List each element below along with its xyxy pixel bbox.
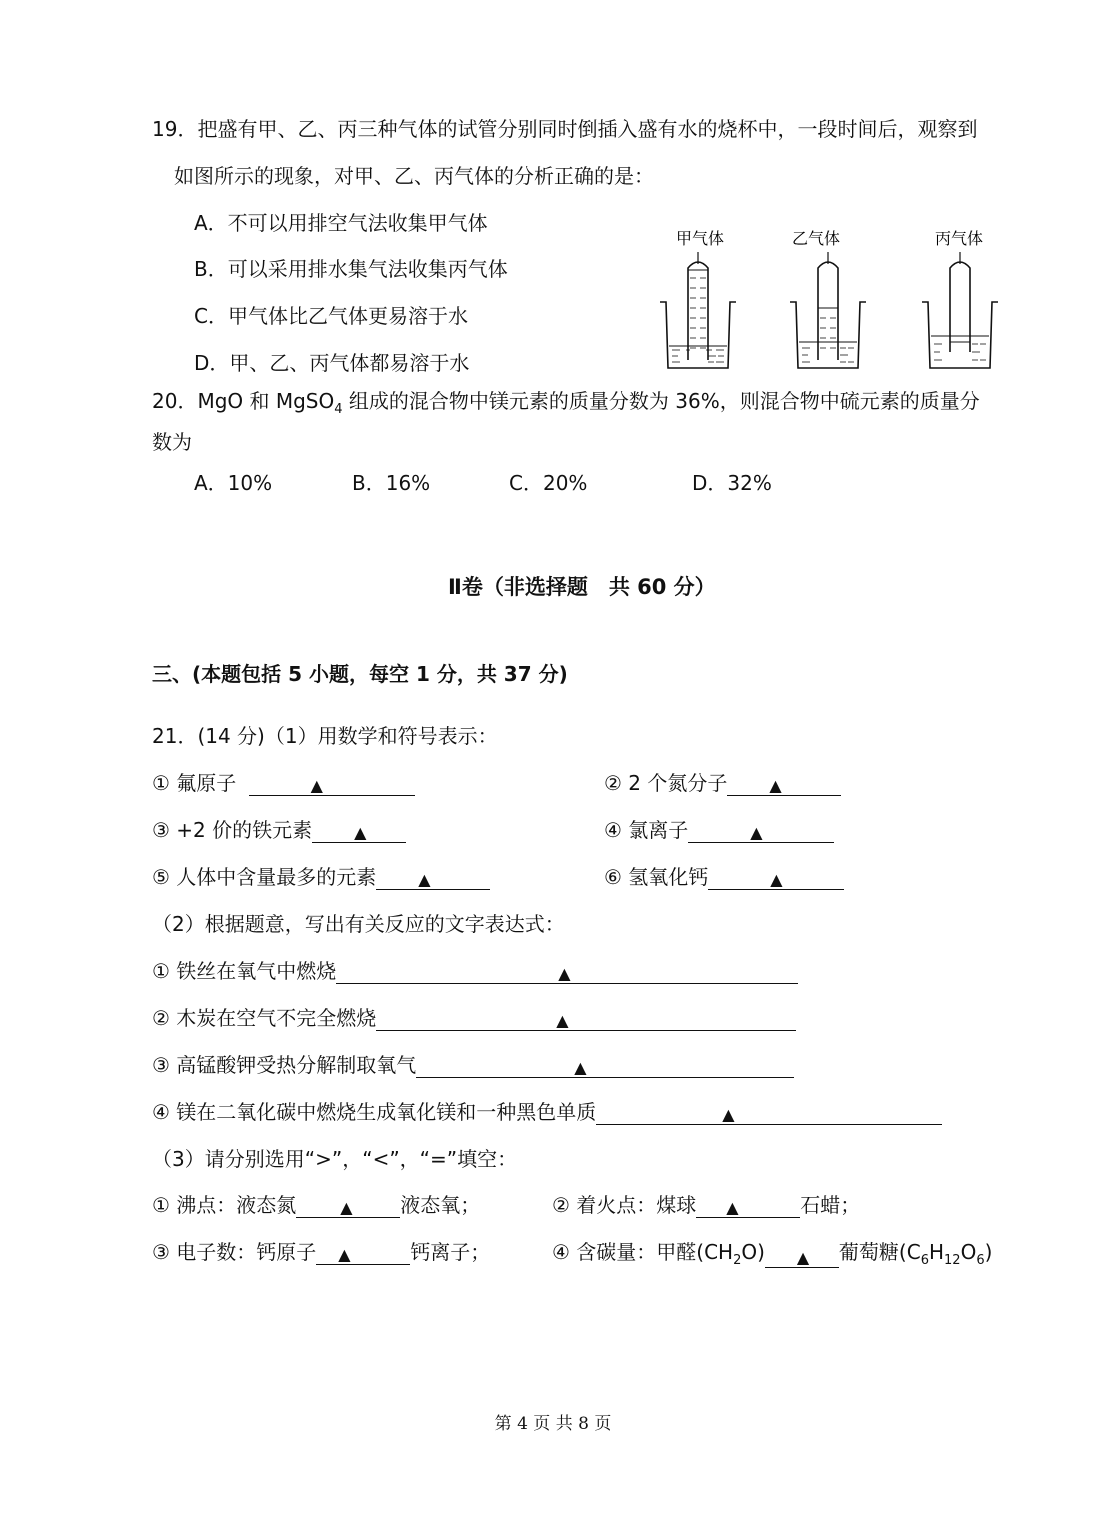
q21-3-item4-label-b: O) (741, 1240, 765, 1264)
marker-triangle-icon: ▲ (310, 776, 323, 795)
answer-blank[interactable] (727, 773, 841, 796)
q21-1-item4 (604, 814, 834, 843)
answer-blank[interactable] (336, 961, 798, 984)
q21-3-item3-label: ③ 电子数：钙原子 (152, 1240, 317, 1264)
marker-triangle-icon: ▲ (722, 1105, 735, 1124)
q20-option-d: D．32% (692, 471, 772, 495)
marker-triangle-icon: ▲ (750, 823, 763, 842)
gas-tubes-figure (650, 222, 1010, 372)
subscript: 6 (920, 1253, 929, 1268)
q19-option-d: D．甲、乙、丙气体都易溶于水 (194, 351, 470, 375)
answer-blank[interactable] (376, 867, 490, 890)
q21-2-item3 (152, 1049, 794, 1078)
q20-option-c: C．20% (509, 471, 588, 495)
answer-blank[interactable] (249, 773, 415, 796)
marker-triangle-icon: ▲ (796, 1248, 810, 1267)
q21-2-item4 (152, 1096, 942, 1125)
answer-blank[interactable] (296, 1195, 400, 1218)
q21-3-item4-tail-b: H (928, 1240, 945, 1264)
part3-title: 三、(本题包括 5 小题，每空 1 分，共 37 分) (152, 662, 568, 686)
q20-stem-line2: 数为 (152, 430, 192, 454)
q21-1-item5 (152, 861, 490, 890)
answer-blank[interactable] (312, 820, 406, 843)
q21-3-item4 (552, 1236, 992, 1268)
q19-option-b: B．可以采用排水集气法收集丙气体 (194, 257, 508, 281)
q21-2-item3-label: ③ 高锰酸钾受热分解制取氧气 (152, 1053, 417, 1077)
q20-option-a: A．10% (194, 471, 273, 495)
marker-triangle-icon: ▲ (726, 1198, 739, 1217)
q21-3-item1 (152, 1189, 480, 1218)
marker-triangle-icon: ▲ (354, 823, 367, 842)
q21-head2: （2）根据题意，写出有关反应的文字表达式： (152, 912, 565, 936)
answer-blank[interactable] (316, 1242, 410, 1265)
q21-3-item3-tail: 钙离子； (410, 1240, 491, 1264)
subscript: 12 (944, 1253, 961, 1268)
page-footer: 第 4 页 共 8 页 (494, 1414, 612, 1434)
q20-number: 20． (152, 389, 198, 413)
q21-1-item4-label: ④ 氯离子 (604, 818, 689, 842)
q21-1-item1 (152, 767, 415, 796)
beaker-yi (790, 252, 866, 368)
q20-stem-a: MgO 和 MgSO (197, 389, 335, 413)
q21-1-item2-label: ② 2 个氮分子 (604, 771, 728, 795)
label-bing: 丙气体 (935, 229, 984, 248)
q21-3-item2 (552, 1189, 860, 1218)
label-yi: 乙气体 (792, 229, 841, 248)
q19-option-c: C．甲气体比乙气体更易溶于水 (194, 304, 468, 328)
q21-1-item5-label: ⑤ 人体中含量最多的元素 (152, 865, 377, 889)
marker-triangle-icon: ▲ (574, 1058, 587, 1077)
label-jia: 甲气体 (676, 229, 725, 248)
q21-3-item2-label: ② 着火点：煤球 (552, 1193, 697, 1217)
section2-title: Ⅱ卷（非选择题 共 60 分） (448, 575, 716, 599)
q21-3-item4-tail-c: O (960, 1240, 977, 1264)
q21-2-item2-label: ② 木炭在空气不完全燃烧 (152, 1006, 377, 1030)
q21-3-item3 (152, 1236, 490, 1265)
marker-triangle-icon: ▲ (770, 870, 783, 889)
answer-blank[interactable] (596, 1102, 942, 1125)
q20-option-b: B．16% (352, 471, 431, 495)
q21-head: 21．(14 分)（1）用数学和符号表示： (152, 724, 498, 748)
beaker-bing (922, 252, 998, 368)
q21-2-item4-label: ④ 镁在二氧化碳中燃烧生成氧化镁和一种黑色单质 (152, 1100, 597, 1124)
beaker-jia (660, 252, 736, 368)
q21-3-item4-label-a: ④ 含碳量：甲醛(CH (552, 1240, 734, 1264)
marker-triangle-icon: ▲ (340, 1198, 353, 1217)
q21-3-item4-tail-d: ) (984, 1240, 993, 1264)
marker-triangle-icon: ▲ (556, 1011, 569, 1030)
q21-2-item1 (152, 955, 798, 984)
q20-stem-sub: 4 (334, 402, 343, 417)
q21-1-item1-label: ① 氟原子 (152, 771, 237, 795)
answer-blank[interactable] (696, 1195, 800, 1218)
q21-3-item1-tail: 液态氧； (400, 1193, 481, 1217)
marker-triangle-icon: ▲ (558, 964, 571, 983)
q19-option-a: A．不可以用排空气法收集甲气体 (194, 211, 488, 235)
q21-1-item3 (152, 814, 406, 843)
answer-blank[interactable] (376, 1008, 796, 1031)
answer-blank[interactable] (708, 867, 844, 890)
marker-triangle-icon: ▲ (418, 870, 431, 889)
marker-triangle-icon: ▲ (769, 776, 782, 795)
q21-1-item3-label: ③ +2 价的铁元素 (152, 818, 313, 842)
q19-stem-line1: 19．把盛有甲、乙、丙三种气体的试管分别同时倒插入盛有水的烧杯中，一段时间后，观察到 (152, 117, 978, 141)
q21-1-item2 (604, 767, 841, 796)
answer-blank[interactable] (765, 1245, 839, 1268)
q21-3-item4-tail-a: 葡萄糖(C (838, 1240, 921, 1264)
answer-blank[interactable] (688, 820, 834, 843)
subscript: 2 (733, 1253, 742, 1268)
q20-stem-line1 (152, 385, 980, 417)
q21-1-item6 (604, 861, 844, 890)
q21-2-item1-label: ① 铁丝在氧气中燃烧 (152, 959, 337, 983)
q21-3-item1-label: ① 沸点：液态氮 (152, 1193, 297, 1217)
subscript: 6 (976, 1253, 985, 1268)
marker-triangle-icon: ▲ (338, 1245, 351, 1264)
q21-head3: （3）请分别选用“>”，“<”，“=”填空： (152, 1147, 518, 1171)
q21-1-item6-label: ⑥ 氢氧化钙 (604, 865, 709, 889)
q20-stem-b: 组成的混合物中镁元素的质量分数为 36%，则混合物中硫元素的质量分 (342, 389, 980, 413)
q21-2-item2 (152, 1002, 796, 1031)
q19-stem-line2: 如图所示的现象，对甲、乙、丙气体的分析正确的是： (174, 164, 654, 188)
q21-3-item2-tail: 石蜡； (800, 1193, 861, 1217)
answer-blank[interactable] (416, 1055, 794, 1078)
